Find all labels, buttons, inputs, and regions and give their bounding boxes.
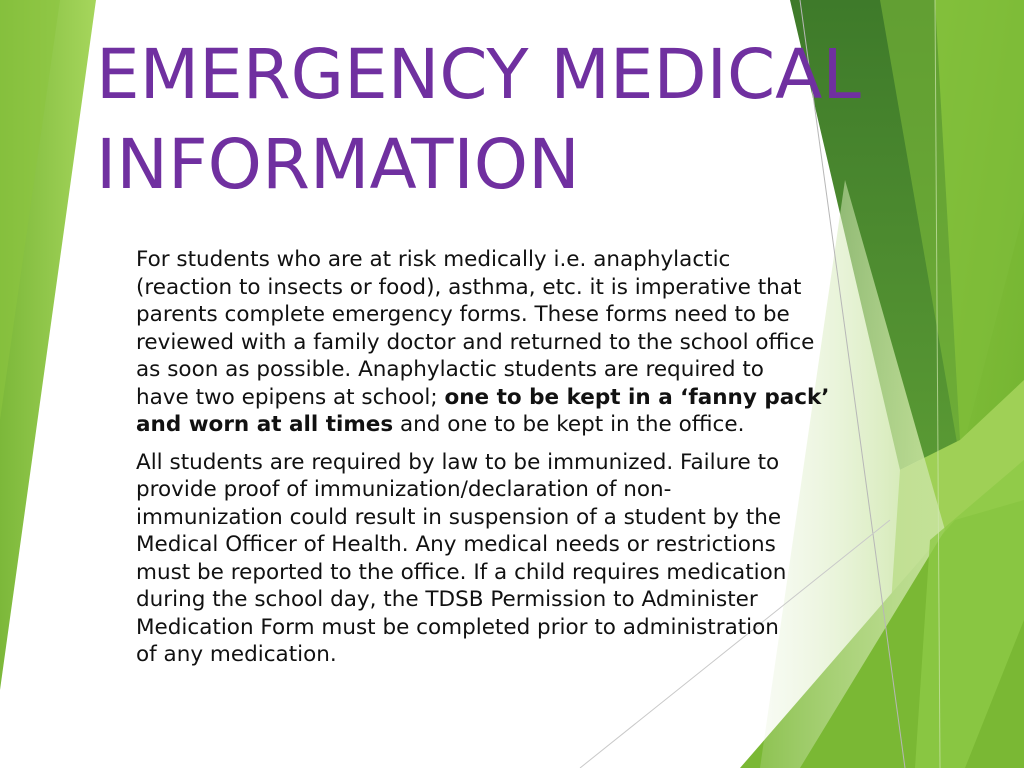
paragraph-line: of any medication. bbox=[136, 642, 337, 667]
plain-text: have two epipens at school; bbox=[136, 384, 445, 410]
slide-body bbox=[136, 246, 916, 679]
paragraph-line: parents complete emergency forms. These forms need to be bbox=[136, 302, 790, 327]
paragraph-line: Medical Officer of Health. Any medical needs or restrictions bbox=[136, 532, 776, 557]
paragraph-anaphylaxis bbox=[136, 246, 916, 439]
paragraph-line: must be reported to the office. If a child requires medication bbox=[136, 559, 787, 585]
paragraph-line: provide proof of immunization/declaration of non- bbox=[136, 477, 672, 502]
paragraph-line: during the school day, the TDSB Permission to Administer bbox=[136, 587, 758, 612]
paragraph-line bbox=[136, 411, 916, 439]
slide-title bbox=[96, 30, 976, 210]
paragraph-line: For students who are at risk medically i.e. anaphylactic bbox=[136, 247, 731, 272]
paragraph-line: as soon as possible. Anaphylactic students are required to bbox=[136, 357, 764, 382]
paragraph-line: Medication Form must be completed prior to administration bbox=[136, 614, 779, 640]
title-line-2: INFORMATION bbox=[96, 125, 580, 205]
paragraph-line: immunization could result in suspension of a student by the bbox=[136, 504, 782, 530]
paragraph-line bbox=[136, 384, 916, 412]
paragraph-line: All students are required by law to be immunized. Failure to bbox=[136, 449, 780, 475]
bold-emphasis: one to be kept in a ‘fanny pack’ bbox=[444, 384, 830, 410]
plain-text: and one to be kept in the office. bbox=[393, 412, 745, 437]
paragraph-line: (reaction to insects or food), asthma, etc. it is imperative that bbox=[136, 274, 802, 300]
paragraph-line: reviewed with a family doctor and returned to the school office bbox=[136, 329, 815, 355]
bold-emphasis: and worn at all times bbox=[136, 412, 394, 437]
paragraph-immunization bbox=[136, 449, 916, 669]
title-line-1: EMERGENCY MEDICAL bbox=[96, 35, 861, 115]
